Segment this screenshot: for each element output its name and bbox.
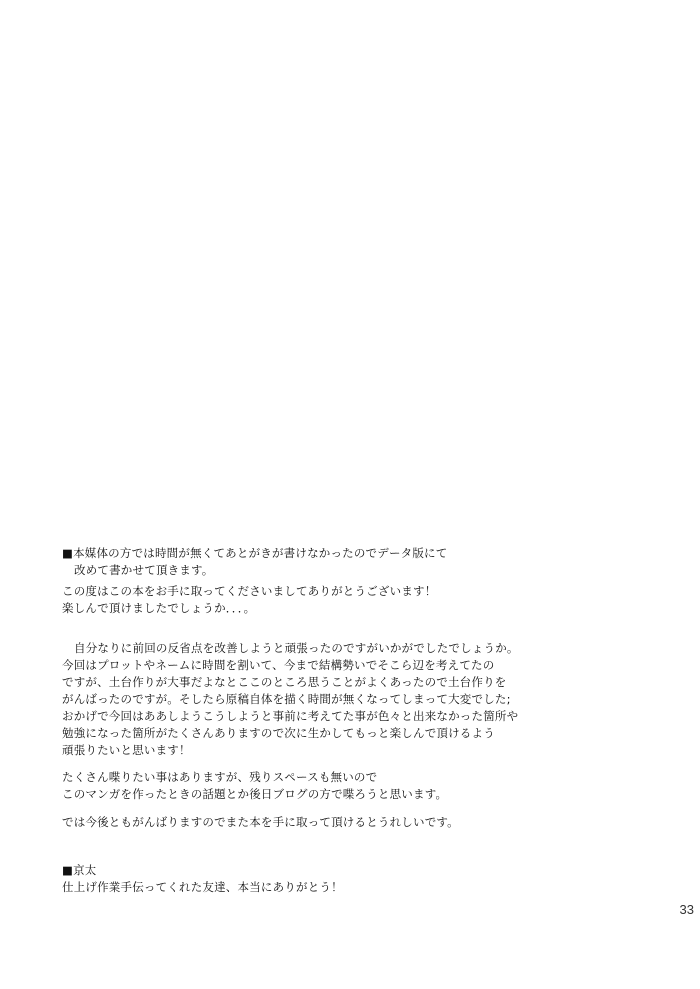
body-line: ですが、土台作りが大事だよなとここのところ思うことがよくあったので土台作りを bbox=[62, 675, 507, 689]
body-line: 今回はプロットやネームに時間を割いて、今まで結構勢いでそこら辺を考えてたの bbox=[62, 658, 495, 672]
closing-paragraph bbox=[62, 814, 622, 831]
thanks-line-1: この度はこの本をお手に取ってくださいましてありがとうございます！ bbox=[62, 584, 437, 598]
thanks-line-2: 楽しんで頂けましたでしょうか．．．。 bbox=[62, 601, 256, 615]
body-paragraph bbox=[62, 640, 622, 759]
body-line: おかげで今回はああしようこうしようと事前に考えてた事が色々と出来なかった箇所や bbox=[62, 709, 519, 723]
closing-line: では今後ともがんばりますのでまた本を手に取って頂けるとうれしいです。 bbox=[62, 815, 459, 829]
author-name: ■京太 bbox=[62, 863, 97, 877]
header-note bbox=[62, 545, 622, 579]
header-note-line-2: 改めて書かせて頂きます。 bbox=[74, 563, 214, 577]
thanks-paragraph bbox=[62, 583, 622, 617]
body-line: 自分なりに前回の反省点を改善しようと頑張ったのですがいかがでしたでしょうか。 bbox=[74, 641, 519, 655]
body-line: 頑張りたいと思います！ bbox=[62, 743, 191, 757]
author-message: 仕上げ作業手伝ってくれた友達、本当にありがとう！ bbox=[62, 880, 343, 894]
blog-note-line-2: このマンガを作ったときの話題とか後日ブログの方で喋ろうと思います。 bbox=[62, 787, 448, 801]
page-number: 33 bbox=[679, 902, 694, 917]
blog-note-line-1: たくさん喋りたい事はありますが、残りスペースも無いので bbox=[62, 770, 378, 784]
header-note-line-1: ■本媒体の方では時間が無くてあとがきが書けなかったのでデータ版にて bbox=[62, 546, 448, 560]
signature-block bbox=[62, 862, 622, 896]
body-line: 勉強になった箇所がたくさんありますので次に生かしてもっと楽しんで頂けるよう bbox=[62, 726, 495, 740]
blog-note bbox=[62, 769, 622, 803]
body-line: がんばったのですが。そしたら原稿自体を描く時間が無くなってしまって大変でした; bbox=[62, 692, 511, 706]
